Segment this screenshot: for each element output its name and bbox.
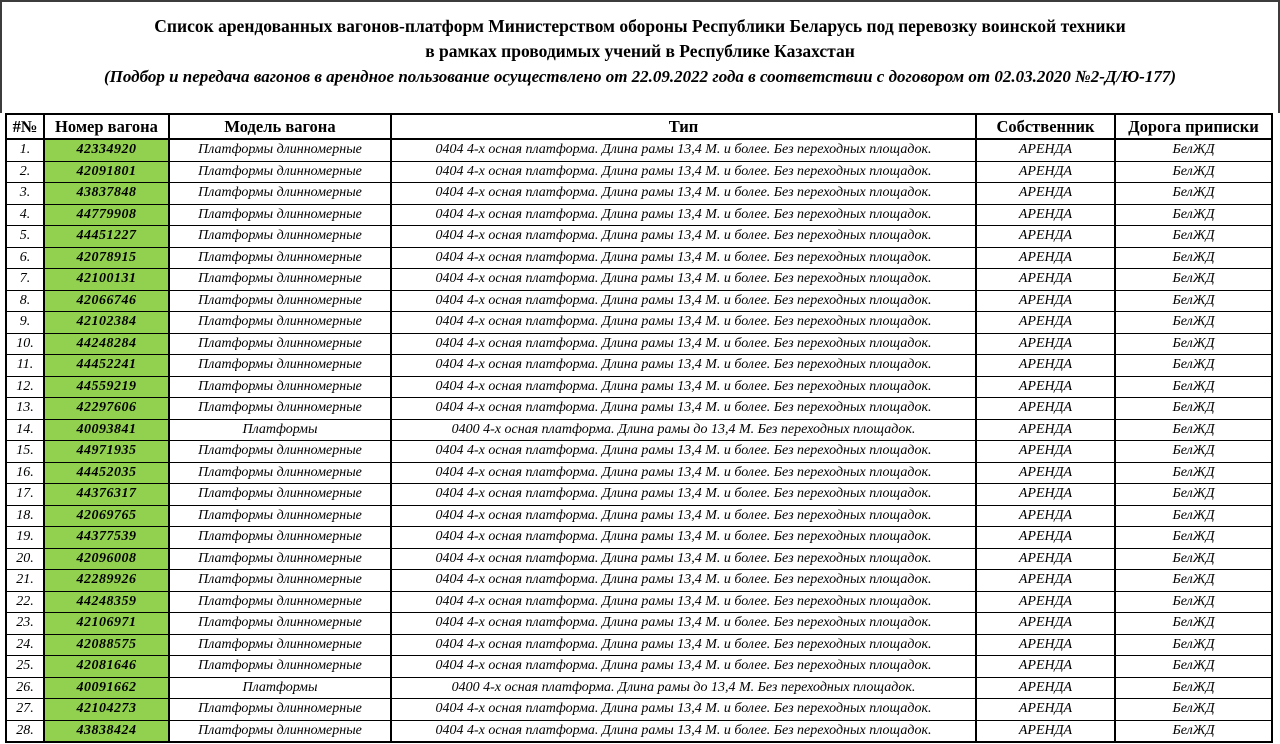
column-header-road: Дорога приписки bbox=[1115, 114, 1272, 139]
table-row bbox=[6, 355, 1272, 377]
table-row bbox=[6, 699, 1272, 721]
owner-cell: АРЕНДА bbox=[976, 204, 1115, 226]
road-cell: БелЖД bbox=[1115, 161, 1272, 183]
wagon-model-cell: Платформы длинномерные bbox=[169, 484, 391, 506]
wagon-number-cell: 42069765 bbox=[44, 505, 169, 527]
owner-cell: АРЕНДА bbox=[976, 183, 1115, 205]
road-cell: БелЖД bbox=[1115, 699, 1272, 721]
column-header-wagon: Номер вагона bbox=[44, 114, 169, 139]
wagon-model-cell: Платформы длинномерные bbox=[169, 290, 391, 312]
owner-cell: АРЕНДА bbox=[976, 398, 1115, 420]
wagon-number-cell: 42289926 bbox=[44, 570, 169, 592]
wagon-number-cell: 42088575 bbox=[44, 634, 169, 656]
wagon-model-cell: Платформы bbox=[169, 677, 391, 699]
road-cell: БелЖД bbox=[1115, 656, 1272, 678]
road-cell: БелЖД bbox=[1115, 398, 1272, 420]
road-cell: БелЖД bbox=[1115, 527, 1272, 549]
road-cell: БелЖД bbox=[1115, 139, 1272, 161]
wagon-type-cell: 0404 4-х осная платформа. Длина рамы 13,4 М. и более. Без переходных площадок. bbox=[391, 398, 976, 420]
owner-cell: АРЕНДА bbox=[976, 634, 1115, 656]
wagon-number-cell: 42334920 bbox=[44, 139, 169, 161]
row-index-cell: 8. bbox=[6, 290, 44, 312]
road-cell: БелЖД bbox=[1115, 226, 1272, 248]
wagon-type-cell: 0404 4-х осная платформа. Длина рамы 13,4 М. и более. Без переходных площадок. bbox=[391, 204, 976, 226]
owner-cell: АРЕНДА bbox=[976, 161, 1115, 183]
table-row bbox=[6, 720, 1272, 742]
road-cell: БелЖД bbox=[1115, 419, 1272, 441]
wagon-type-cell: 0404 4-х осная платформа. Длина рамы 13,4 М. и более. Без переходных площадок. bbox=[391, 484, 976, 506]
owner-cell: АРЕНДА bbox=[976, 527, 1115, 549]
table-row bbox=[6, 656, 1272, 678]
owner-cell: АРЕНДА bbox=[976, 226, 1115, 248]
table-row bbox=[6, 613, 1272, 635]
table-row bbox=[6, 183, 1272, 205]
wagon-number-cell: 42091801 bbox=[44, 161, 169, 183]
wagon-type-cell: 0404 4-х осная платформа. Длина рамы 13,4 М. и более. Без переходных площадок. bbox=[391, 527, 976, 549]
wagon-number-cell: 44452241 bbox=[44, 355, 169, 377]
road-cell: БелЖД bbox=[1115, 548, 1272, 570]
wagon-type-cell: 0404 4-х осная платформа. Длина рамы 13,4 М. и более. Без переходных площадок. bbox=[391, 226, 976, 248]
wagon-number-cell: 42078915 bbox=[44, 247, 169, 269]
row-index-cell: 12. bbox=[6, 376, 44, 398]
road-cell: БелЖД bbox=[1115, 312, 1272, 334]
wagon-model-cell: Платформы длинномерные bbox=[169, 591, 391, 613]
owner-cell: АРЕНДА bbox=[976, 312, 1115, 334]
owner-cell: АРЕНДА bbox=[976, 376, 1115, 398]
table-row bbox=[6, 484, 1272, 506]
wagon-number-cell: 44779908 bbox=[44, 204, 169, 226]
header-row bbox=[6, 114, 1272, 139]
row-index-cell: 16. bbox=[6, 462, 44, 484]
table-row bbox=[6, 570, 1272, 592]
table-row bbox=[6, 139, 1272, 161]
table-row bbox=[6, 333, 1272, 355]
wagon-type-cell: 0404 4-х осная платформа. Длина рамы 13,4 М. и более. Без переходных площадок. bbox=[391, 591, 976, 613]
table-row bbox=[6, 634, 1272, 656]
wagon-type-cell: 0404 4-х осная платформа. Длина рамы 13,4 М. и более. Без переходных площадок. bbox=[391, 376, 976, 398]
wagon-type-cell: 0404 4-х осная платформа. Длина рамы 13,4 М. и более. Без переходных площадок. bbox=[391, 699, 976, 721]
road-cell: БелЖД bbox=[1115, 333, 1272, 355]
owner-cell: АРЕНДА bbox=[976, 462, 1115, 484]
wagon-number-cell: 42081646 bbox=[44, 656, 169, 678]
table-row bbox=[6, 247, 1272, 269]
wagon-number-cell: 42100131 bbox=[44, 269, 169, 291]
wagon-table bbox=[5, 113, 1273, 743]
wagon-number-cell: 44452035 bbox=[44, 462, 169, 484]
document-title-note: (Подбор и передача вагонов в арендное пользование осуществлено от 22.09.2022 года в соответствии с договором от 02.03.2020 №2-Д/Ю-177) bbox=[103, 67, 1176, 86]
wagon-number-cell: 44377539 bbox=[44, 527, 169, 549]
wagon-model-cell: Платформы bbox=[169, 419, 391, 441]
row-index-cell: 18. bbox=[6, 505, 44, 527]
wagon-model-cell: Платформы длинномерные bbox=[169, 613, 391, 635]
row-index-cell: 14. bbox=[6, 419, 44, 441]
wagon-model-cell: Платформы длинномерные bbox=[169, 527, 391, 549]
row-index-cell: 24. bbox=[6, 634, 44, 656]
wagon-model-cell: Платформы длинномерные bbox=[169, 247, 391, 269]
wagon-number-cell: 44971935 bbox=[44, 441, 169, 463]
wagon-model-cell: Платформы длинномерные bbox=[169, 699, 391, 721]
row-index-cell: 10. bbox=[6, 333, 44, 355]
wagon-model-cell: Платформы длинномерные bbox=[169, 161, 391, 183]
wagon-type-cell: 0404 4-х осная платформа. Длина рамы 13,4 М. и более. Без переходных площадок. bbox=[391, 634, 976, 656]
table-row bbox=[6, 441, 1272, 463]
wagon-type-cell: 0404 4-х осная платформа. Длина рамы 13,4 М. и более. Без переходных площадок. bbox=[391, 247, 976, 269]
road-cell: БелЖД bbox=[1115, 269, 1272, 291]
wagon-number-cell: 40093841 bbox=[44, 419, 169, 441]
owner-cell: АРЕНДА bbox=[976, 269, 1115, 291]
wagon-model-cell: Платформы длинномерные bbox=[169, 720, 391, 742]
road-cell: БелЖД bbox=[1115, 677, 1272, 699]
wagon-model-cell: Платформы длинномерные bbox=[169, 226, 391, 248]
table-row bbox=[6, 419, 1272, 441]
wagon-type-cell: 0404 4-х осная платформа. Длина рамы 13,4 М. и более. Без переходных площадок. bbox=[391, 656, 976, 678]
wagon-number-cell: 42104273 bbox=[44, 699, 169, 721]
owner-cell: АРЕНДА bbox=[976, 247, 1115, 269]
row-index-cell: 1. bbox=[6, 139, 44, 161]
column-header-type: Тип bbox=[391, 114, 976, 139]
wagon-type-cell: 0404 4-х осная платформа. Длина рамы 13,4 М. и более. Без переходных площадок. bbox=[391, 441, 976, 463]
owner-cell: АРЕНДА bbox=[976, 333, 1115, 355]
table-row bbox=[6, 398, 1272, 420]
row-index-cell: 11. bbox=[6, 355, 44, 377]
wagon-type-cell: 0404 4-х осная платформа. Длина рамы 13,4 М. и более. Без переходных площадок. bbox=[391, 505, 976, 527]
road-cell: БелЖД bbox=[1115, 290, 1272, 312]
owner-cell: АРЕНДА bbox=[976, 613, 1115, 635]
row-index-cell: 7. bbox=[6, 269, 44, 291]
wagon-model-cell: Платформы длинномерные bbox=[169, 441, 391, 463]
table-row bbox=[6, 591, 1272, 613]
row-index-cell: 21. bbox=[6, 570, 44, 592]
owner-cell: АРЕНДА bbox=[976, 290, 1115, 312]
table-row bbox=[6, 204, 1272, 226]
table-row bbox=[6, 677, 1272, 699]
wagon-table-body bbox=[6, 139, 1272, 742]
row-index-cell: 27. bbox=[6, 699, 44, 721]
wagon-model-cell: Платформы длинномерные bbox=[169, 505, 391, 527]
road-cell: БелЖД bbox=[1115, 183, 1272, 205]
wagon-model-cell: Платформы длинномерные bbox=[169, 333, 391, 355]
table-row bbox=[6, 376, 1272, 398]
wagon-number-cell: 43838424 bbox=[44, 720, 169, 742]
wagon-type-cell: 0404 4-х осная платформа. Длина рамы 13,4 М. и более. Без переходных площадок. bbox=[391, 139, 976, 161]
wagon-type-cell: 0400 4-х осная платформа. Длина рамы до 13,4 М. Без переходных площадок. bbox=[391, 677, 976, 699]
column-header-index: #№ bbox=[6, 114, 44, 139]
row-index-cell: 9. bbox=[6, 312, 44, 334]
row-index-cell: 23. bbox=[6, 613, 44, 635]
row-index-cell: 5. bbox=[6, 226, 44, 248]
wagon-model-cell: Платформы длинномерные bbox=[169, 376, 391, 398]
wagon-model-cell: Платформы длинномерные bbox=[169, 634, 391, 656]
road-cell: БелЖД bbox=[1115, 634, 1272, 656]
wagon-number-cell: 44248359 bbox=[44, 591, 169, 613]
owner-cell: АРЕНДА bbox=[976, 419, 1115, 441]
owner-cell: АРЕНДА bbox=[976, 441, 1115, 463]
row-index-cell: 25. bbox=[6, 656, 44, 678]
wagon-number-cell: 43837848 bbox=[44, 183, 169, 205]
row-index-cell: 28. bbox=[6, 720, 44, 742]
wagon-type-cell: 0404 4-х осная платформа. Длина рамы 13,4 М. и более. Без переходных площадок. bbox=[391, 290, 976, 312]
road-cell: БелЖД bbox=[1115, 570, 1272, 592]
row-index-cell: 15. bbox=[6, 441, 44, 463]
page-border-top bbox=[0, 0, 1280, 2]
wagon-number-cell: 42066746 bbox=[44, 290, 169, 312]
wagon-model-cell: Платформы длинномерные bbox=[169, 570, 391, 592]
table-row bbox=[6, 269, 1272, 291]
wagon-type-cell: 0400 4-х осная платформа. Длина рамы до 13,4 М. Без переходных площадок. bbox=[391, 419, 976, 441]
wagon-number-cell: 44248284 bbox=[44, 333, 169, 355]
row-index-cell: 2. bbox=[6, 161, 44, 183]
wagon-number-cell: 42106971 bbox=[44, 613, 169, 635]
wagon-model-cell: Платформы длинномерные bbox=[169, 355, 391, 377]
owner-cell: АРЕНДА bbox=[976, 484, 1115, 506]
wagon-model-cell: Платформы длинномерные bbox=[169, 656, 391, 678]
row-index-cell: 26. bbox=[6, 677, 44, 699]
wagon-number-cell: 42102384 bbox=[44, 312, 169, 334]
owner-cell: АРЕНДА bbox=[976, 591, 1115, 613]
road-cell: БелЖД bbox=[1115, 441, 1272, 463]
road-cell: БелЖД bbox=[1115, 355, 1272, 377]
column-header-owner: Собственник bbox=[976, 114, 1115, 139]
table-row bbox=[6, 462, 1272, 484]
wagon-table-header bbox=[6, 114, 1272, 139]
road-cell: БелЖД bbox=[1115, 484, 1272, 506]
wagon-model-cell: Платформы длинномерные bbox=[169, 139, 391, 161]
owner-cell: АРЕНДА bbox=[976, 656, 1115, 678]
wagon-model-cell: Платформы длинномерные bbox=[169, 183, 391, 205]
document-title-line-1: Список арендованных вагонов-платформ Министерством обороны Республики Беларусь под перевозку воинской техники bbox=[154, 16, 1126, 36]
road-cell: БелЖД bbox=[1115, 720, 1272, 742]
road-cell: БелЖД bbox=[1115, 376, 1272, 398]
owner-cell: АРЕНДА bbox=[976, 505, 1115, 527]
owner-cell: АРЕНДА bbox=[976, 355, 1115, 377]
wagon-type-cell: 0404 4-х осная платформа. Длина рамы 13,4 М. и более. Без переходных площадок. bbox=[391, 613, 976, 635]
row-index-cell: 4. bbox=[6, 204, 44, 226]
wagon-type-cell: 0404 4-х осная платформа. Длина рамы 13,4 М. и более. Без переходных площадок. bbox=[391, 161, 976, 183]
owner-cell: АРЕНДА bbox=[976, 720, 1115, 742]
row-index-cell: 6. bbox=[6, 247, 44, 269]
road-cell: БелЖД bbox=[1115, 505, 1272, 527]
table-row bbox=[6, 312, 1272, 334]
wagon-model-cell: Платформы длинномерные bbox=[169, 462, 391, 484]
owner-cell: АРЕНДА bbox=[976, 677, 1115, 699]
table-row bbox=[6, 161, 1272, 183]
wagon-type-cell: 0404 4-х осная платформа. Длина рамы 13,4 М. и более. Без переходных площадок. bbox=[391, 312, 976, 334]
wagon-type-cell: 0404 4-х осная платформа. Длина рамы 13,4 М. и более. Без переходных площадок. bbox=[391, 355, 976, 377]
owner-cell: АРЕНДА bbox=[976, 139, 1115, 161]
table-row bbox=[6, 505, 1272, 527]
wagon-number-cell: 42297606 bbox=[44, 398, 169, 420]
wagon-number-cell: 44451227 bbox=[44, 226, 169, 248]
table-row bbox=[6, 527, 1272, 549]
document-title-line-2: в рамках проводимых учений в Республике Казахстан bbox=[425, 41, 855, 61]
wagon-type-cell: 0404 4-х осная платформа. Длина рамы 13,4 М. и более. Без переходных площадок. bbox=[391, 462, 976, 484]
road-cell: БелЖД bbox=[1115, 613, 1272, 635]
wagon-number-cell: 44559219 bbox=[44, 376, 169, 398]
wagon-model-cell: Платформы длинномерные bbox=[169, 269, 391, 291]
wagon-type-cell: 0404 4-х осная платформа. Длина рамы 13,4 М. и более. Без переходных площадок. bbox=[391, 548, 976, 570]
road-cell: БелЖД bbox=[1115, 591, 1272, 613]
wagon-type-cell: 0404 4-х осная платформа. Длина рамы 13,4 М. и более. Без переходных площадок. bbox=[391, 570, 976, 592]
wagon-number-cell: 40091662 bbox=[44, 677, 169, 699]
row-index-cell: 3. bbox=[6, 183, 44, 205]
row-index-cell: 13. bbox=[6, 398, 44, 420]
document-title-block bbox=[0, 14, 1280, 90]
owner-cell: АРЕНДА bbox=[976, 570, 1115, 592]
wagon-number-cell: 42096008 bbox=[44, 548, 169, 570]
row-index-cell: 22. bbox=[6, 591, 44, 613]
road-cell: БелЖД bbox=[1115, 462, 1272, 484]
road-cell: БелЖД bbox=[1115, 204, 1272, 226]
wagon-number-cell: 44376317 bbox=[44, 484, 169, 506]
wagon-type-cell: 0404 4-х осная платформа. Длина рамы 13,4 М. и более. Без переходных площадок. bbox=[391, 333, 976, 355]
row-index-cell: 19. bbox=[6, 527, 44, 549]
wagon-type-cell: 0404 4-х осная платформа. Длина рамы 13,4 М. и более. Без переходных площадок. bbox=[391, 183, 976, 205]
row-index-cell: 17. bbox=[6, 484, 44, 506]
table-row bbox=[6, 226, 1272, 248]
wagon-type-cell: 0404 4-х осная платформа. Длина рамы 13,4 М. и более. Без переходных площадок. bbox=[391, 720, 976, 742]
wagon-model-cell: Платформы длинномерные bbox=[169, 204, 391, 226]
table-row bbox=[6, 290, 1272, 312]
column-header-model: Модель вагона bbox=[169, 114, 391, 139]
owner-cell: АРЕНДА bbox=[976, 548, 1115, 570]
wagon-model-cell: Платформы длинномерные bbox=[169, 548, 391, 570]
road-cell: БелЖД bbox=[1115, 247, 1272, 269]
wagon-model-cell: Платформы длинномерные bbox=[169, 398, 391, 420]
wagon-model-cell: Платформы длинномерные bbox=[169, 312, 391, 334]
wagon-type-cell: 0404 4-х осная платформа. Длина рамы 13,4 М. и более. Без переходных площадок. bbox=[391, 269, 976, 291]
table-row bbox=[6, 548, 1272, 570]
row-index-cell: 20. bbox=[6, 548, 44, 570]
owner-cell: АРЕНДА bbox=[976, 699, 1115, 721]
